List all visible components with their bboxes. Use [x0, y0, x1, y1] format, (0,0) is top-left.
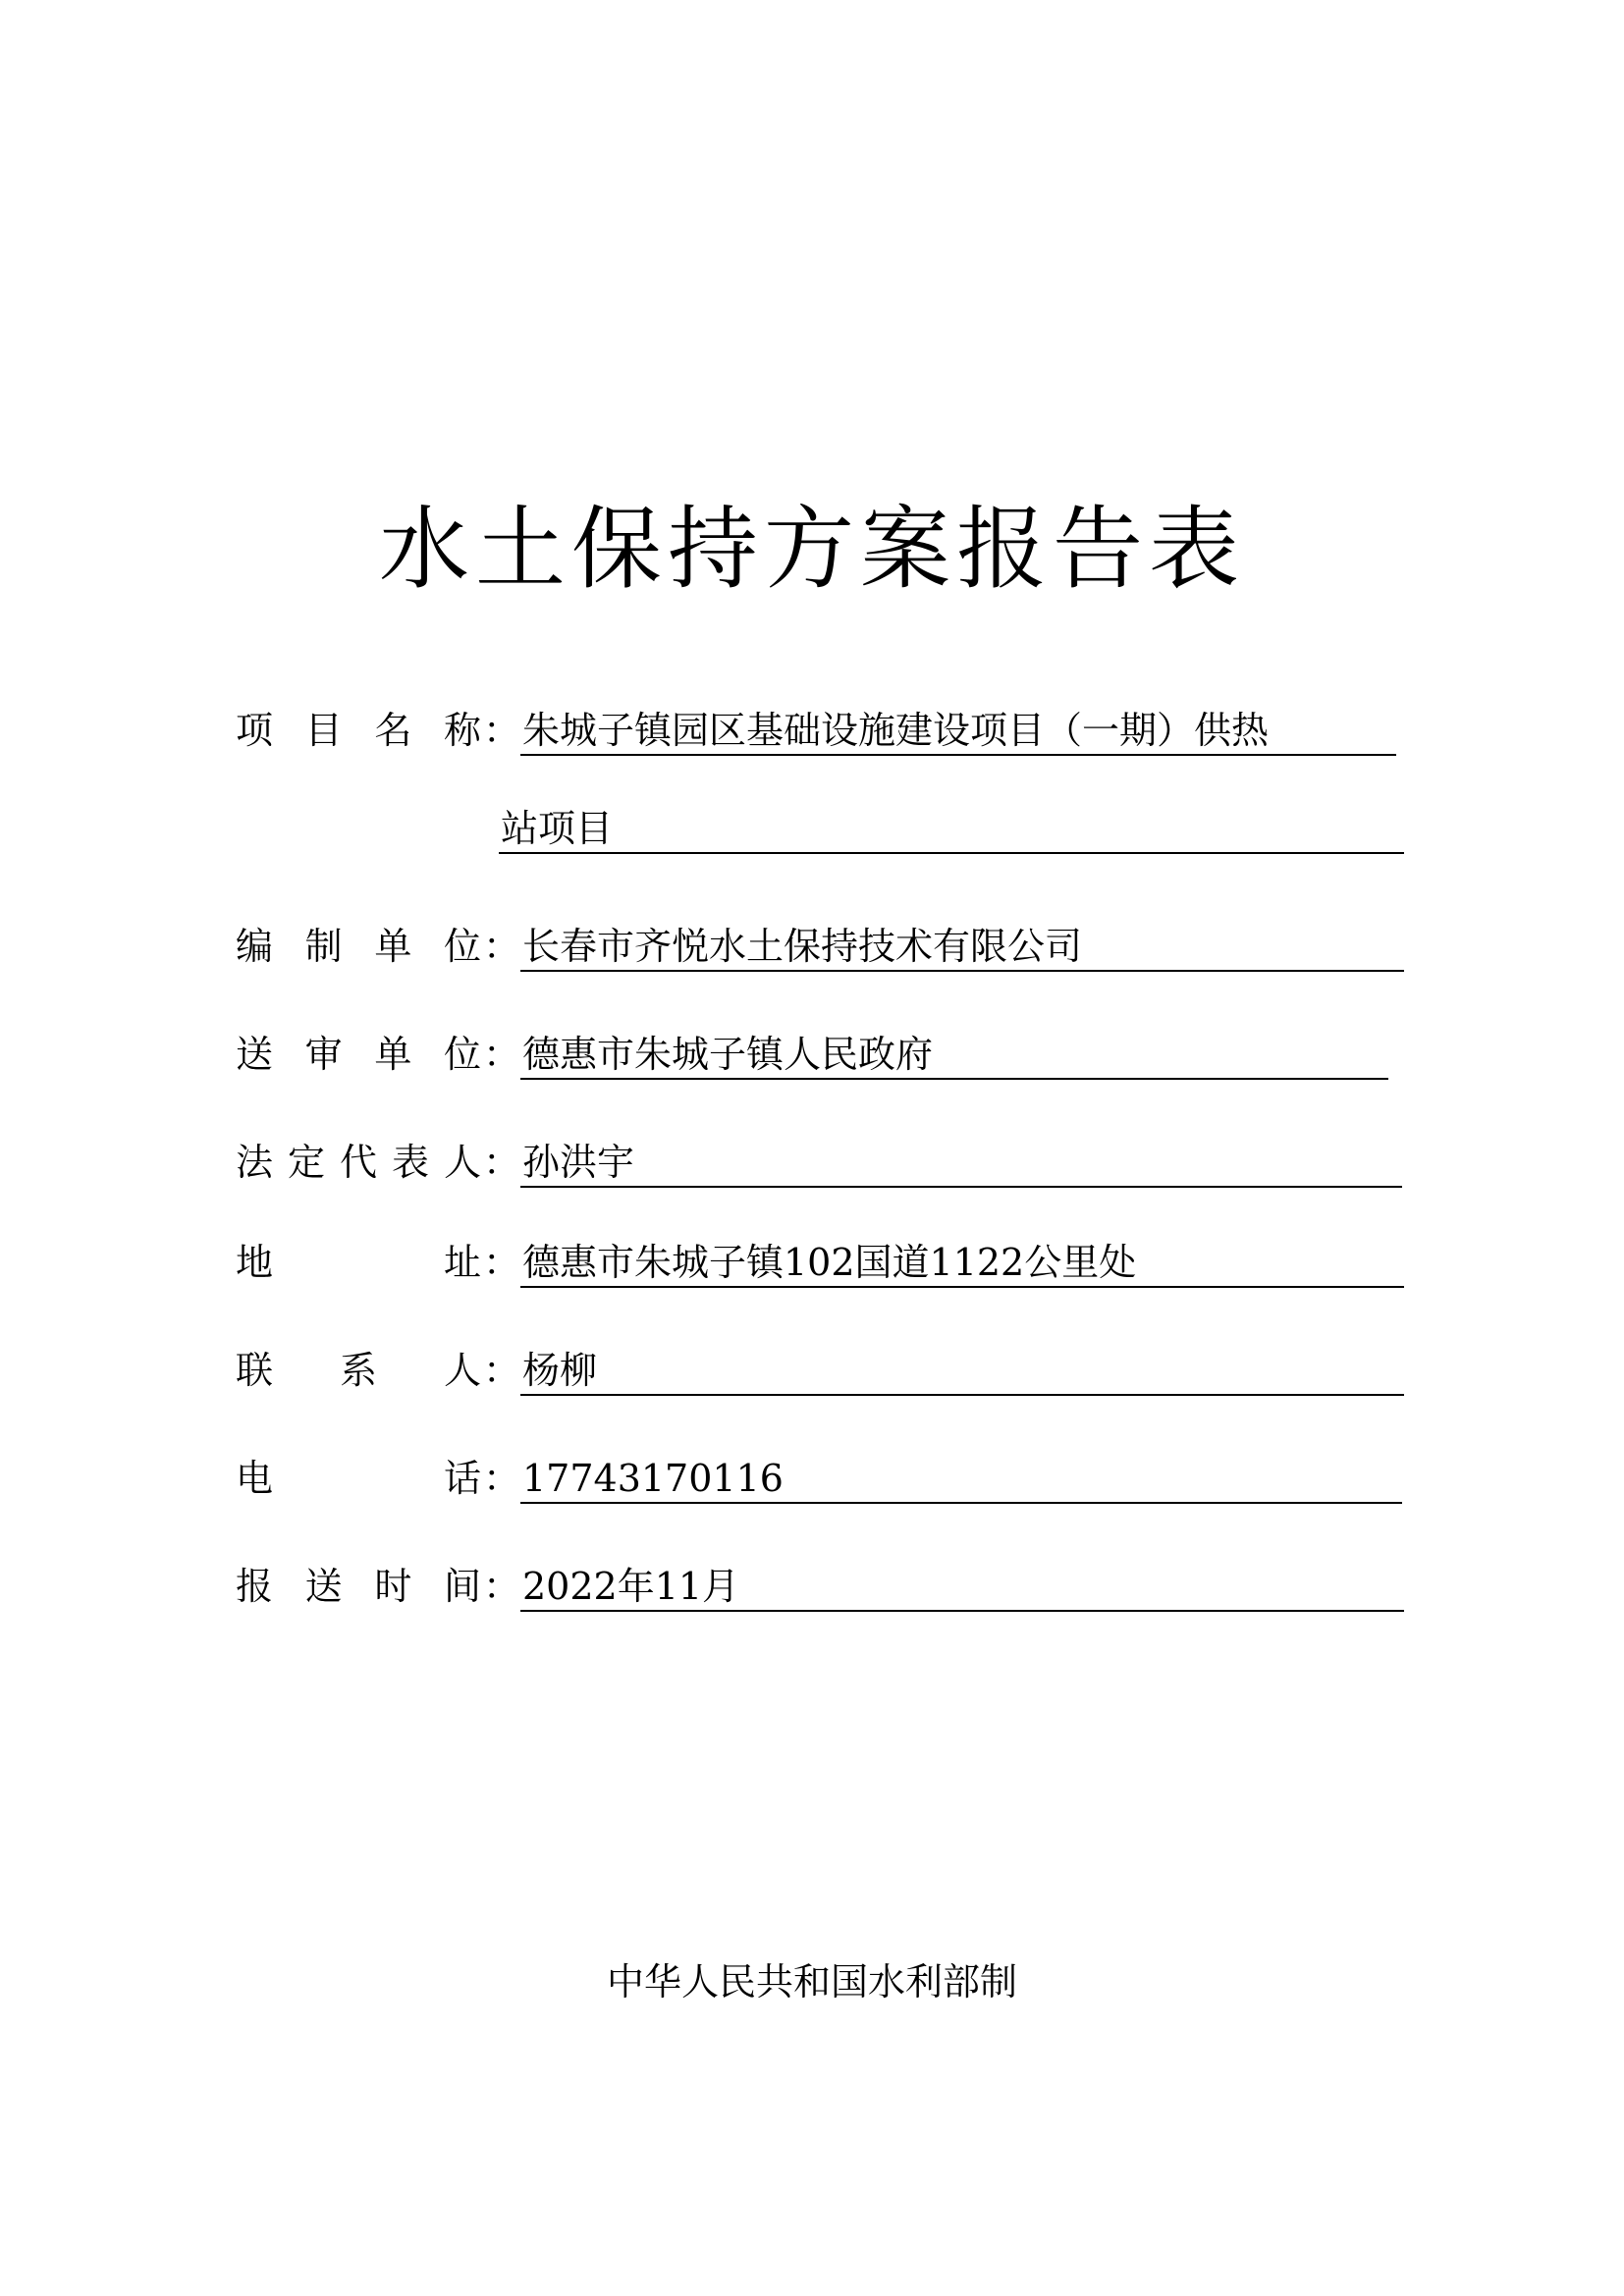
contact-label — [236, 1347, 520, 1394]
label-char: 地 — [236, 1241, 274, 1284]
label-colon: ： — [482, 925, 520, 968]
label-char: 系 — [339, 1349, 377, 1392]
issuer-footer: 中华人民共和国水利部制 — [606, 1960, 1017, 2003]
label-char: 编 — [236, 925, 274, 968]
field-project-name-cont — [0, 805, 1624, 852]
label-char: 制 — [304, 925, 343, 968]
field-contact — [0, 1347, 1624, 1394]
project-name-label-text — [236, 707, 481, 754]
contact-value: 杨柳 — [520, 1347, 1404, 1396]
label-colon: ： — [482, 1565, 520, 1608]
field-project-name — [0, 707, 1624, 754]
submit-date-label — [236, 1563, 520, 1610]
submitter-value: 德惠市朱城子镇人民政府 — [520, 1031, 1388, 1080]
legal-representative-label-text — [236, 1139, 481, 1186]
label-char: 名 — [374, 709, 412, 752]
label-char: 址 — [443, 1241, 481, 1284]
label-colon: ： — [482, 1141, 520, 1184]
contact-label-text — [236, 1347, 481, 1394]
label-char: 位 — [443, 925, 481, 968]
field-submitter — [0, 1031, 1624, 1078]
project-name-value-line2: 站项目 — [499, 805, 1404, 854]
legal-representative-value: 孙洪宇 — [520, 1139, 1402, 1188]
address-label-text — [236, 1239, 481, 1286]
label-char: 位 — [443, 1033, 481, 1076]
label-char: 项 — [236, 709, 274, 752]
label-char: 送 — [304, 1565, 343, 1608]
compiler-value: 长春市齐悦水土保持技术有限公司 — [520, 923, 1404, 972]
label-char: 话 — [443, 1457, 481, 1500]
phone-label-text — [236, 1455, 481, 1502]
compiler-label — [236, 923, 520, 970]
label-char: 电 — [236, 1457, 274, 1500]
label-char: 时 — [374, 1565, 412, 1608]
label-char: 单 — [374, 925, 412, 968]
submitter-label — [236, 1031, 520, 1078]
submitter-label-text — [236, 1031, 481, 1078]
field-compiler — [0, 923, 1624, 970]
address-label — [236, 1239, 520, 1286]
project-name-label — [236, 707, 520, 754]
submit-date-label-text — [236, 1563, 481, 1610]
label-char: 定 — [287, 1141, 325, 1184]
label-char: 审 — [304, 1033, 343, 1076]
label-char: 称 — [443, 709, 481, 752]
legal-representative-label — [236, 1139, 520, 1186]
phone-value: 17743170116 — [520, 1455, 1402, 1504]
address-value: 德惠市朱城子镇102国道1122公里处 — [520, 1239, 1404, 1288]
label-char: 人 — [443, 1141, 481, 1184]
label-char: 表 — [391, 1141, 429, 1184]
label-colon: ： — [482, 709, 520, 752]
phone-label — [236, 1455, 520, 1502]
field-address — [0, 1239, 1624, 1286]
project-name-value-line1: 朱城子镇园区基础设施建设项目（一期）供热 — [520, 707, 1396, 756]
compiler-label-text — [236, 923, 481, 970]
label-char: 报 — [236, 1565, 274, 1608]
label-char: 送 — [236, 1033, 274, 1076]
label-char: 人 — [443, 1349, 481, 1392]
field-submit-date — [0, 1563, 1624, 1610]
label-char: 单 — [374, 1033, 412, 1076]
document-title: 水土保持方案报告表 — [378, 497, 1245, 602]
label-char: 目 — [304, 709, 343, 752]
field-legal-representative — [0, 1139, 1624, 1186]
submit-date-value: 2022年11月 — [520, 1563, 1404, 1612]
label-char: 联 — [236, 1349, 274, 1392]
field-phone — [0, 1455, 1624, 1502]
label-colon: ： — [482, 1457, 520, 1500]
label-char: 代 — [339, 1141, 377, 1184]
label-char: 法 — [236, 1141, 274, 1184]
label-char: 间 — [443, 1565, 481, 1608]
label-colon: ： — [482, 1349, 520, 1392]
label-colon: ： — [482, 1241, 520, 1284]
label-colon: ： — [482, 1033, 520, 1076]
